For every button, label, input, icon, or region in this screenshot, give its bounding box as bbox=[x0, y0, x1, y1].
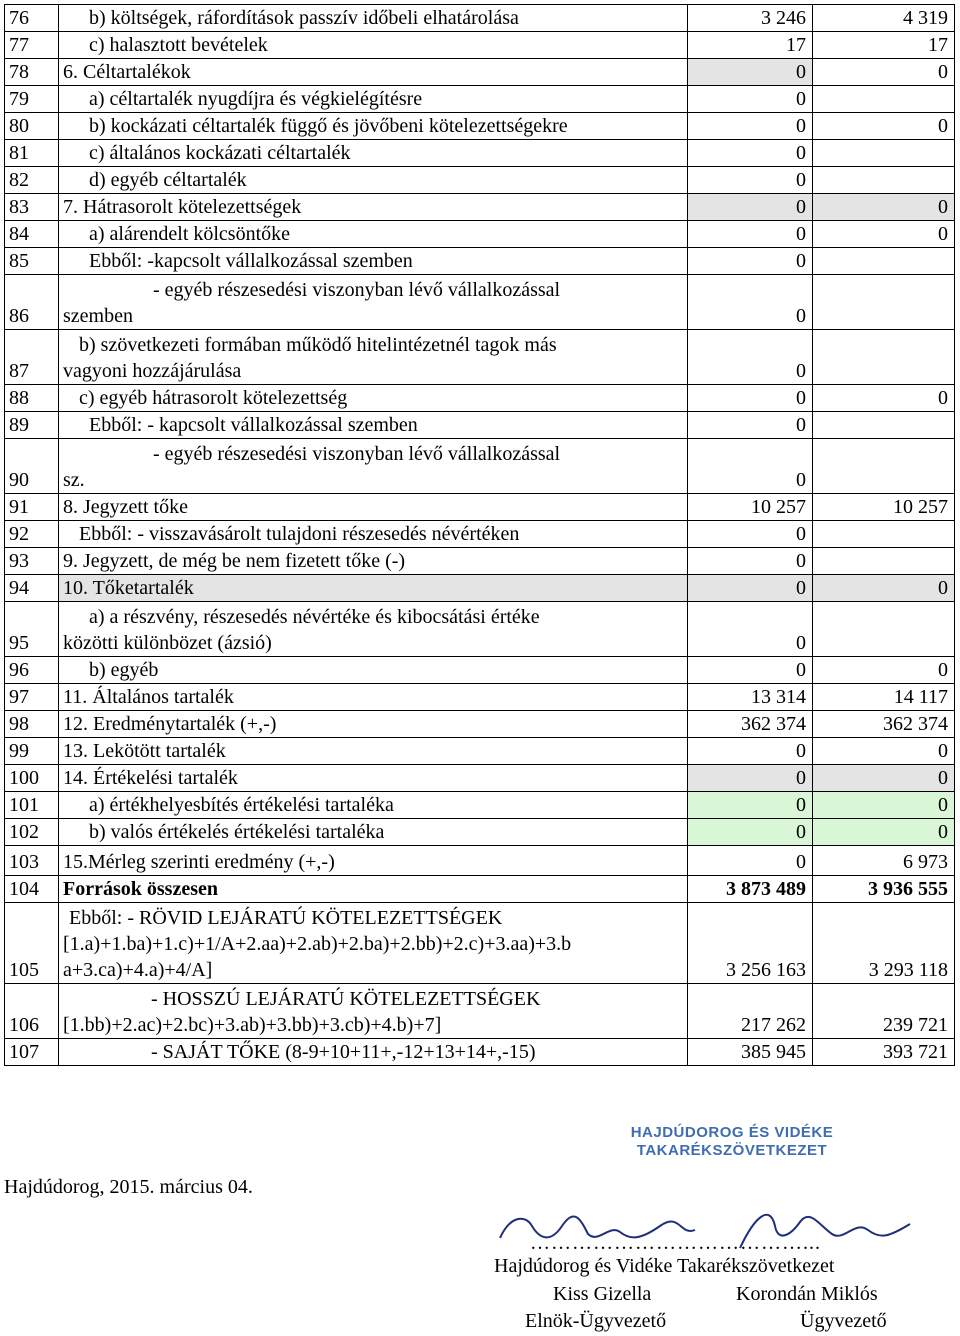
value-current-year bbox=[813, 439, 955, 494]
signer-role-2: Ügyvezető bbox=[800, 1310, 887, 1332]
value-current-year: 0 bbox=[813, 575, 955, 602]
row-number: 95 bbox=[5, 602, 59, 657]
row-number: 85 bbox=[5, 248, 59, 275]
organization-name: Hajdúdorog és Vidéke Takarékszövetkezet bbox=[494, 1255, 835, 1277]
value-prev-year: 0 bbox=[688, 221, 813, 248]
value-current-year: 0 bbox=[813, 819, 955, 846]
table-row bbox=[5, 32, 955, 59]
row-label: Források összesen bbox=[59, 876, 688, 903]
row-label: a) a részvény, részesedés névértéke és kibocsátási értéke közötti különbözet (ázsió) bbox=[59, 602, 688, 657]
table-row bbox=[5, 984, 955, 1039]
liabilities-table bbox=[4, 4, 955, 1066]
value-prev-year: 0 bbox=[688, 275, 813, 330]
row-label: 11. Általános tartalék bbox=[59, 684, 688, 711]
value-current-year: 0 bbox=[813, 194, 955, 221]
value-current-year bbox=[813, 275, 955, 330]
value-prev-year: 3 256 163 bbox=[688, 903, 813, 984]
value-current-year: 3 293 118 bbox=[813, 903, 955, 984]
table-row bbox=[5, 575, 955, 602]
row-number: 100 bbox=[5, 765, 59, 792]
row-label: d) egyéb céltartalék bbox=[59, 167, 688, 194]
row-label: 10. Tőketartalék bbox=[59, 575, 688, 602]
row-label: a) céltartalék nyugdíjra és végkielégítésre bbox=[59, 86, 688, 113]
value-prev-year: 3 246 bbox=[688, 5, 813, 32]
row-number: 89 bbox=[5, 412, 59, 439]
value-prev-year: 0 bbox=[688, 846, 813, 876]
row-label: 13. Lekötött tartalék bbox=[59, 738, 688, 765]
table-row bbox=[5, 412, 955, 439]
row-number: 97 bbox=[5, 684, 59, 711]
value-current-year: 0 bbox=[813, 792, 955, 819]
row-label: Ebből: -kapcsolt vállalkozással szemben bbox=[59, 248, 688, 275]
value-prev-year: 0 bbox=[688, 548, 813, 575]
row-label: c) egyéb hátrasorolt kötelezettség bbox=[59, 385, 688, 412]
row-number: 80 bbox=[5, 113, 59, 140]
value-prev-year: 362 374 bbox=[688, 711, 813, 738]
table-row bbox=[5, 657, 955, 684]
value-current-year: 6 973 bbox=[813, 846, 955, 876]
value-current-year bbox=[813, 248, 955, 275]
value-current-year bbox=[813, 140, 955, 167]
row-number: 88 bbox=[5, 385, 59, 412]
table-row bbox=[5, 385, 955, 412]
row-label: 6. Céltartalékok bbox=[59, 59, 688, 86]
row-number: 103 bbox=[5, 846, 59, 876]
value-current-year bbox=[813, 330, 955, 385]
table-row bbox=[5, 792, 955, 819]
table-row bbox=[5, 711, 955, 738]
row-label: - SAJÁT TŐKE (8-9+10+11+,-12+13+14+,-15) bbox=[59, 1039, 688, 1066]
row-number: 79 bbox=[5, 86, 59, 113]
value-prev-year: 217 262 bbox=[688, 984, 813, 1039]
table-row bbox=[5, 846, 955, 876]
value-prev-year: 0 bbox=[688, 86, 813, 113]
value-prev-year: 0 bbox=[688, 657, 813, 684]
table-row bbox=[5, 876, 955, 903]
value-current-year: 0 bbox=[813, 738, 955, 765]
value-prev-year: 0 bbox=[688, 385, 813, 412]
row-label: b) kockázati céltartalék függő és jövőbeni kötelezettségekre bbox=[59, 113, 688, 140]
row-number: 81 bbox=[5, 140, 59, 167]
row-number: 84 bbox=[5, 221, 59, 248]
row-number: 96 bbox=[5, 657, 59, 684]
value-prev-year: 0 bbox=[688, 738, 813, 765]
value-prev-year: 0 bbox=[688, 602, 813, 657]
table-row bbox=[5, 903, 955, 984]
value-current-year: 0 bbox=[813, 221, 955, 248]
row-number: 92 bbox=[5, 521, 59, 548]
stamp-line-2: TAKARÉKSZÖVETKEZET bbox=[636, 1142, 828, 1159]
value-current-year bbox=[813, 548, 955, 575]
value-current-year: 10 257 bbox=[813, 494, 955, 521]
signer-name-2: Korondán Miklós bbox=[736, 1283, 878, 1305]
value-prev-year: 10 257 bbox=[688, 494, 813, 521]
row-label: a) alárendelt kölcsöntőke bbox=[59, 221, 688, 248]
table-row bbox=[5, 140, 955, 167]
row-number: 98 bbox=[5, 711, 59, 738]
row-label: c) általános kockázati céltartalék bbox=[59, 140, 688, 167]
row-number: 106 bbox=[5, 984, 59, 1039]
row-number: 107 bbox=[5, 1039, 59, 1066]
place-and-date: Hajdúdorog, 2015. március 04. bbox=[4, 1176, 253, 1198]
row-label: b) egyéb bbox=[59, 657, 688, 684]
table-row bbox=[5, 1039, 955, 1066]
row-label: b) szövetkezeti formában működő hitelintézetnél tagok más vagyoni hozzájárulása bbox=[59, 330, 688, 385]
value-prev-year: 0 bbox=[688, 248, 813, 275]
row-label: - egyéb részesedési viszonyban lévő vállalkozással sz. bbox=[59, 439, 688, 494]
value-prev-year: 0 bbox=[688, 59, 813, 86]
table-row bbox=[5, 221, 955, 248]
row-number: 102 bbox=[5, 819, 59, 846]
value-prev-year: 385 945 bbox=[688, 1039, 813, 1066]
value-current-year: 3 936 555 bbox=[813, 876, 955, 903]
value-current-year: 4 319 bbox=[813, 5, 955, 32]
signer-name-1: Kiss Gizella bbox=[553, 1283, 652, 1305]
table-row bbox=[5, 819, 955, 846]
value-prev-year: 0 bbox=[688, 113, 813, 140]
value-prev-year: 0 bbox=[688, 439, 813, 494]
table-row bbox=[5, 684, 955, 711]
value-prev-year: 0 bbox=[688, 140, 813, 167]
row-number: 87 bbox=[5, 330, 59, 385]
stamp-line-1: HAJDÚDOROG ÉS VIDÉKE bbox=[630, 1124, 834, 1141]
row-number: 105 bbox=[5, 903, 59, 984]
table-row bbox=[5, 330, 955, 385]
value-current-year bbox=[813, 86, 955, 113]
row-number: 78 bbox=[5, 59, 59, 86]
value-prev-year: 0 bbox=[688, 819, 813, 846]
value-current-year: 393 721 bbox=[813, 1039, 955, 1066]
table-row bbox=[5, 167, 955, 194]
table-row bbox=[5, 602, 955, 657]
value-current-year bbox=[813, 602, 955, 657]
value-current-year: 0 bbox=[813, 59, 955, 86]
row-label: 14. Értékelési tartalék bbox=[59, 765, 688, 792]
row-label: c) halasztott bevételek bbox=[59, 32, 688, 59]
value-current-year: 0 bbox=[813, 385, 955, 412]
value-prev-year: 3 873 489 bbox=[688, 876, 813, 903]
value-current-year: 0 bbox=[813, 113, 955, 140]
row-label: b) valós értékelés értékelési tartaléka bbox=[59, 819, 688, 846]
table-row bbox=[5, 738, 955, 765]
value-prev-year: 0 bbox=[688, 575, 813, 602]
signature-line: …………………………………... bbox=[530, 1232, 821, 1254]
value-current-year: 0 bbox=[813, 765, 955, 792]
row-label: Ebből: - RÖVID LEJÁRATÚ KÖTELEZETTSÉGEK [1.a)+1.ba)+1.c)+1/A+2.aa)+2.ab)+2.ba)+2.bb)+2.c)+3.aa)+3.b a+3.ca)+4.a)+4/A] bbox=[59, 903, 688, 984]
row-label: - egyéb részesedési viszonyban lévő vállalkozással szemben bbox=[59, 275, 688, 330]
organization-stamp bbox=[622, 1124, 842, 1160]
table-row bbox=[5, 765, 955, 792]
row-number: 99 bbox=[5, 738, 59, 765]
table-row bbox=[5, 113, 955, 140]
row-label: a) értékhelyesbítés értékelési tartaléka bbox=[59, 792, 688, 819]
value-current-year: 0 bbox=[813, 657, 955, 684]
row-label: 12. Eredménytartalék (+,-) bbox=[59, 711, 688, 738]
value-current-year bbox=[813, 412, 955, 439]
value-current-year: 14 117 bbox=[813, 684, 955, 711]
value-current-year: 239 721 bbox=[813, 984, 955, 1039]
row-number: 94 bbox=[5, 575, 59, 602]
row-number: 82 bbox=[5, 167, 59, 194]
value-current-year: 17 bbox=[813, 32, 955, 59]
value-current-year bbox=[813, 521, 955, 548]
row-label: Ebből: - visszavásárolt tulajdoni részesedés névértéken bbox=[59, 521, 688, 548]
row-label: 15.Mérleg szerinti eredmény (+,-) bbox=[59, 846, 688, 876]
row-number: 86 bbox=[5, 275, 59, 330]
table-row bbox=[5, 439, 955, 494]
row-label: Ebből: - kapcsolt vállalkozással szemben bbox=[59, 412, 688, 439]
signer-role-1: Elnök-Ügyvezető bbox=[525, 1310, 667, 1332]
table-row bbox=[5, 248, 955, 275]
value-prev-year: 13 314 bbox=[688, 684, 813, 711]
value-prev-year: 0 bbox=[688, 792, 813, 819]
table-row bbox=[5, 86, 955, 113]
value-prev-year: 0 bbox=[688, 521, 813, 548]
row-number: 101 bbox=[5, 792, 59, 819]
row-number: 90 bbox=[5, 439, 59, 494]
value-prev-year: 0 bbox=[688, 330, 813, 385]
value-current-year bbox=[813, 167, 955, 194]
row-label: - HOSSZÚ LEJÁRATÚ KÖTELEZETTSÉGEK [1.bb)+2.ac)+2.bc)+3.ab)+3.bb)+3.cb)+4.b)+7] bbox=[59, 984, 688, 1039]
row-label: b) költségek, ráfordítások passzív időbeli elhatárolása bbox=[59, 5, 688, 32]
row-label: 9. Jegyzett, de még be nem fizetett tőke (-) bbox=[59, 548, 688, 575]
value-prev-year: 0 bbox=[688, 167, 813, 194]
table-row bbox=[5, 5, 955, 32]
row-number: 83 bbox=[5, 194, 59, 221]
table-row bbox=[5, 521, 955, 548]
value-prev-year: 17 bbox=[688, 32, 813, 59]
value-prev-year: 0 bbox=[688, 194, 813, 221]
row-label: 7. Hátrasorolt kötelezettségek bbox=[59, 194, 688, 221]
value-prev-year: 0 bbox=[688, 412, 813, 439]
row-number: 77 bbox=[5, 32, 59, 59]
table-row bbox=[5, 275, 955, 330]
row-label: 8. Jegyzett tőke bbox=[59, 494, 688, 521]
row-number: 91 bbox=[5, 494, 59, 521]
row-number: 93 bbox=[5, 548, 59, 575]
value-prev-year: 0 bbox=[688, 765, 813, 792]
row-number: 76 bbox=[5, 5, 59, 32]
table-row bbox=[5, 494, 955, 521]
table-row bbox=[5, 548, 955, 575]
table-row bbox=[5, 194, 955, 221]
table-row bbox=[5, 59, 955, 86]
value-current-year: 362 374 bbox=[813, 711, 955, 738]
row-number: 104 bbox=[5, 876, 59, 903]
